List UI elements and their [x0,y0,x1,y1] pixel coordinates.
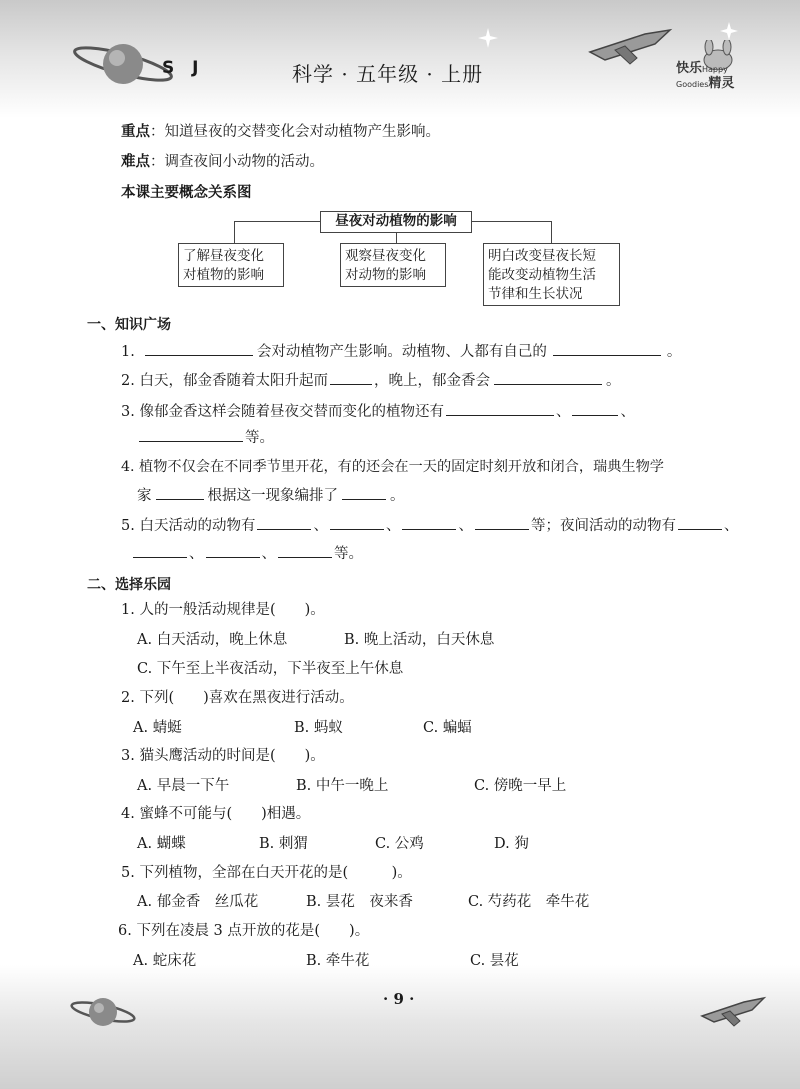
concept-child-3-line2: 能改变动植物生活 [488,267,596,283]
s2-q4-option-b[interactable]: B. 刺猬 [259,836,308,852]
s1-q5-cont [131,542,363,564]
s1-q3-sep: 、 [555,404,571,420]
s2-q5-option-a[interactable]: A. 郁金香 丝瓜花 [137,894,259,910]
s2-q6-option-a[interactable]: A. 蛇床花 [133,953,197,969]
page-number: · 9 · [383,990,415,1008]
s1-q5-sep: 、 [189,546,204,562]
hard-text: ：调查夜间小动物的活动。 [150,154,324,170]
s2-q6-option-b[interactable]: B. 牵牛花 [306,953,370,969]
logo-line1: 快乐 [676,61,703,76]
s2-q3-option-b[interactable]: B. 中午一晚上 [296,778,389,794]
s1-q5-text-a: 5. 白天活动的动物有 [121,518,256,534]
s1-q1-text: 会对动植物产生影响。动植物、人都有自己的 [256,344,547,360]
s1-q4-text-c: 根据这一现象编排了 [207,488,338,504]
s1-q2-text-a: 2. 白天，郁金香随着太阳升起而 [121,373,328,389]
hard-label: 难点 [121,154,150,170]
concept-child-3-line3: 节律和生长状况 [488,286,583,302]
answer-blank[interactable] [145,340,253,356]
s1-q1-end: 。 [666,344,682,360]
s1-q4-end: 。 [390,488,405,504]
connector [396,233,397,243]
page-title: 科学 · 五年级 · 上册 [292,62,484,86]
answer-blank[interactable] [330,514,384,530]
s1-q5-text-mid: 等；夜间活动的动物有 [530,518,676,534]
s2-q1: 1. 人的一般活动规律是( )。 [121,602,325,618]
answer-blank[interactable] [257,514,311,530]
connector [234,221,320,222]
s2-q6-option-c[interactable]: C. 昙花 [470,953,519,969]
concept-child-2-line2: 对动物的影响 [345,267,426,283]
concept-root: 昼夜对动植物的影响 [320,211,472,233]
answer-blank[interactable] [206,542,260,558]
s2-q3: 3. 猫头鹰活动的时间是( )。 [121,748,325,764]
answer-blank[interactable] [494,369,602,385]
concept-child-1 [178,243,284,287]
answer-blank[interactable] [342,484,386,500]
answer-blank[interactable] [446,400,554,416]
section2-heading: 二、选择乐园 [87,577,171,593]
s1-q5 [121,514,738,536]
logo [676,62,734,92]
s1-q4-text-b: 家 [137,488,152,504]
s2-q5-option-b[interactable]: B. 昙花 夜来香 [306,894,413,910]
s2-q2-option-b[interactable]: B. 蚂蚁 [294,720,343,736]
s2-q2-option-c[interactable]: C. 蝙蝠 [423,720,472,736]
s1-q3 [121,400,635,422]
concept-child-3 [483,243,620,306]
s2-q2: 2. 下列( )喜欢在黑夜进行活动。 [121,690,354,706]
s2-q4-option-d[interactable]: D. 狗 [494,836,529,852]
s1-q1 [121,340,681,362]
s2-q2-option-a[interactable]: A. 蜻蜓 [133,720,182,736]
answer-blank[interactable] [402,514,456,530]
s1-q3-cont [121,426,274,448]
connector [551,221,552,243]
s2-q6: 6. 下列在凌晨 3 点开放的花是( )。 [118,923,370,939]
s1-q4: 4. 植物不仅会在不同季节里开花，有的还会在一天的固定时刻开放和闭合，瑞典生物学 [121,459,664,475]
s1-q2-text-b: ，晚上，郁金香会 [373,373,490,389]
s1-q5-sep: 、 [313,518,328,534]
s2-q1-option-a[interactable]: A. 白天活动，晚上休息 [137,632,288,648]
logo-line2: Happy [702,65,728,74]
logo-line4: 精灵 [708,76,735,91]
key-label: 重点 [121,124,150,140]
s2-q5-option-c[interactable]: C. 芍药花 牵牛花 [468,894,590,910]
s2-q5: 5. 下列植物，全部在白天开花的是( )。 [121,865,412,881]
section1-heading: 一、知识广场 [87,317,171,333]
s1-q5-sep: 、 [261,546,276,562]
connector [234,221,235,243]
s2-q3-option-c[interactable]: C. 傍晚一早上 [474,778,567,794]
s2-q1-option-b[interactable]: B. 晚上活动，白天休息 [344,632,495,648]
s2-q1-option-c[interactable]: C. 下午至上半夜活动，下半夜至上午休息 [137,661,404,677]
hard-point [121,152,324,172]
s1-q3-end: 等。 [245,430,274,446]
answer-blank[interactable] [156,484,204,500]
answer-blank[interactable] [278,542,332,558]
s1-q5-sep: 、 [458,518,473,534]
answer-blank[interactable] [678,514,722,530]
concept-child-1-line1: 了解昼夜变化 [183,248,264,264]
spaceship-icon [585,22,675,72]
s1-q5-end: 等。 [334,546,363,562]
s2-q4: 4. 蜜蜂不可能与( )相遇。 [121,806,311,822]
answer-blank[interactable] [475,514,529,530]
spaceship-icon [698,992,768,1032]
answer-blank[interactable] [572,400,618,416]
s1-q2-end: 。 [605,373,621,389]
s2-q4-option-c[interactable]: C. 公鸡 [375,836,424,852]
s1-q1-num: 1. [121,344,135,360]
answer-blank[interactable] [553,340,661,356]
s2-q4-option-a[interactable]: A. 蝴蝶 [137,836,186,852]
concept-child-2 [340,243,446,287]
key-text: ：知道昼夜的交替变化会对动植物产生影响。 [150,124,440,140]
logo-line3: Goodies [676,80,709,89]
concept-child-1-line2: 对植物的影响 [183,267,264,283]
planet-icon [68,990,138,1034]
key-point [121,122,440,142]
series-label: S J [162,58,205,78]
answer-blank[interactable] [330,369,372,385]
map-title: 本课主要概念关系图 [121,185,252,201]
star-icon [478,28,498,48]
s1-q3-sep: 、 [620,404,635,420]
star-icon [720,22,738,40]
answer-blank[interactable] [139,426,243,442]
answer-blank[interactable] [133,542,187,558]
s1-q2 [121,369,620,391]
concept-child-3-line1: 明白改变昼夜长短 [488,248,596,264]
s1-q3-text: 3. 像郁金香这样会随着昼夜交替而变化的植物还有 [121,404,444,420]
s1-q5-sep: 、 [723,518,739,534]
s1-q5-sep: 、 [385,518,401,534]
connector [472,221,551,222]
s1-q4-cont [137,484,405,506]
s2-q3-option-a[interactable]: A. 早晨一下午 [137,778,230,794]
concept-child-2-line1: 观察昼夜变化 [345,248,426,264]
